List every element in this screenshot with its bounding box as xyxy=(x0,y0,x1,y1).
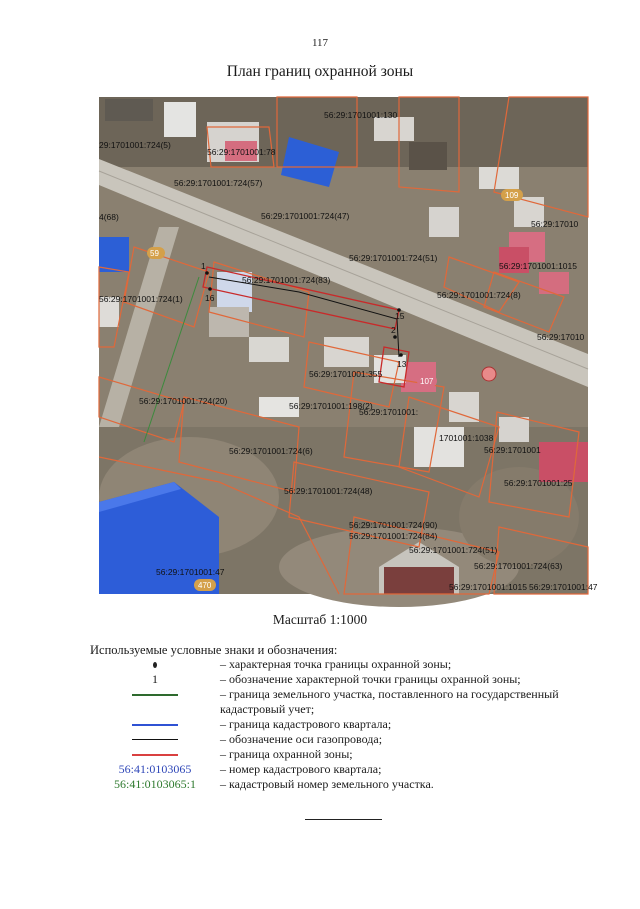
parcel-boundary-line-icon xyxy=(132,694,178,696)
map-label: 56:29:1701001:1015 xyxy=(499,261,577,271)
map-label: 56:29:1701001:355 xyxy=(309,369,383,379)
aerial-map xyxy=(99,97,598,594)
gas-axis-line-icon xyxy=(132,739,178,740)
legend xyxy=(90,657,600,792)
page-number: 117 xyxy=(311,37,329,49)
legend-item: – обозначение оси газопровода; xyxy=(90,732,600,747)
boundary-point-icon xyxy=(153,662,157,668)
legend-title: Используемые условные знаки и обозначения: xyxy=(90,643,338,657)
map-label: 56:29:1701001:724(8) xyxy=(437,290,521,300)
map-label: 1701001:1038 xyxy=(439,433,494,443)
parcel-number-symbol: 56:41:0103065:1 xyxy=(113,777,196,791)
map-label: 56:29:1701001:724(1) xyxy=(99,294,183,304)
legend-item: – характерная точка границы охранной зоны; xyxy=(90,657,600,672)
map-label: 56:29:1701001:25 xyxy=(504,478,573,488)
house-number: 109 xyxy=(505,191,519,200)
map-label: 56:29:1701001:724(57) xyxy=(174,178,263,188)
map-label: 56:29:1701001: xyxy=(359,407,419,417)
map-label: 56:29:1701001:78 xyxy=(207,147,276,157)
quarter-boundary-line-icon xyxy=(132,724,178,726)
map-label: 56:29:1701001:724(48) xyxy=(284,486,373,496)
map-scale: Масштаб 1:1000 xyxy=(272,612,368,627)
map-label: 56:29:1701001:724(83) xyxy=(242,275,331,285)
point-label: 2 xyxy=(391,325,396,335)
legend-item: – граница охранной зоны; xyxy=(90,747,600,762)
map-label: 56:29:1701001:47 xyxy=(529,582,598,592)
map-label: 56:29:1701001:724(63) xyxy=(474,561,563,571)
map-label: 56:29:1701001:724(47) xyxy=(261,211,350,221)
legend-item: 56:41:0103065:1 – кадастровый номер земельного участка. xyxy=(90,777,600,792)
map-label: 56:29:1701001:724(90) xyxy=(349,520,438,530)
map-label: 56:29:1701001:724(20) xyxy=(139,396,228,406)
quarter-number-symbol: 56:41:0103065 xyxy=(118,762,192,776)
point-number-symbol: 1 xyxy=(152,672,158,686)
map-label: 56:29:1701001:1015 xyxy=(449,582,527,592)
legend-item: 1 – обозначение характерной точки границы охранной зоны; xyxy=(90,672,600,687)
point-label: 13 xyxy=(397,359,407,369)
map-label: 56:29:17010 xyxy=(537,332,585,342)
map-label: 56:29:1701001:724(84) xyxy=(349,531,438,541)
map-label: 29:1701001:724(5) xyxy=(99,140,171,150)
map-label: 56:29:1701001:724(51) xyxy=(349,253,438,263)
legend-item: 56:41:0103065 – номер кадастрового квартала; xyxy=(90,762,600,777)
house-number: 59 xyxy=(150,249,159,258)
map-label: 56:29:1701001:724(6) xyxy=(229,446,313,456)
signature-line xyxy=(305,819,382,820)
map-label: 56:29:1701001:724(51) xyxy=(409,545,498,555)
protection-zone-line-icon xyxy=(132,754,178,756)
map-label: 56:29:1701001:130 xyxy=(324,110,398,120)
map-label: 56:29:1701001:47 xyxy=(156,567,225,577)
legend-item: – граница кадастрового квартала; xyxy=(90,717,600,732)
house-number: 470 xyxy=(198,581,212,590)
house-number: 107 xyxy=(420,377,434,386)
map-label: 56:29:1701001:198(2) xyxy=(289,401,373,411)
point-label: 15 xyxy=(395,311,405,321)
map-label: 56:29:1701001 xyxy=(484,445,541,455)
legend-item: – граница земельного участка, поставленного на государственный кадастровый учет; xyxy=(90,687,600,717)
map-label: 56:29:17010 xyxy=(531,219,579,229)
point-label: 16 xyxy=(205,293,215,303)
map-label: 4(68) xyxy=(99,212,119,222)
page-title: План границ охранной зоны xyxy=(226,63,414,80)
point-label: 1 xyxy=(201,261,206,271)
